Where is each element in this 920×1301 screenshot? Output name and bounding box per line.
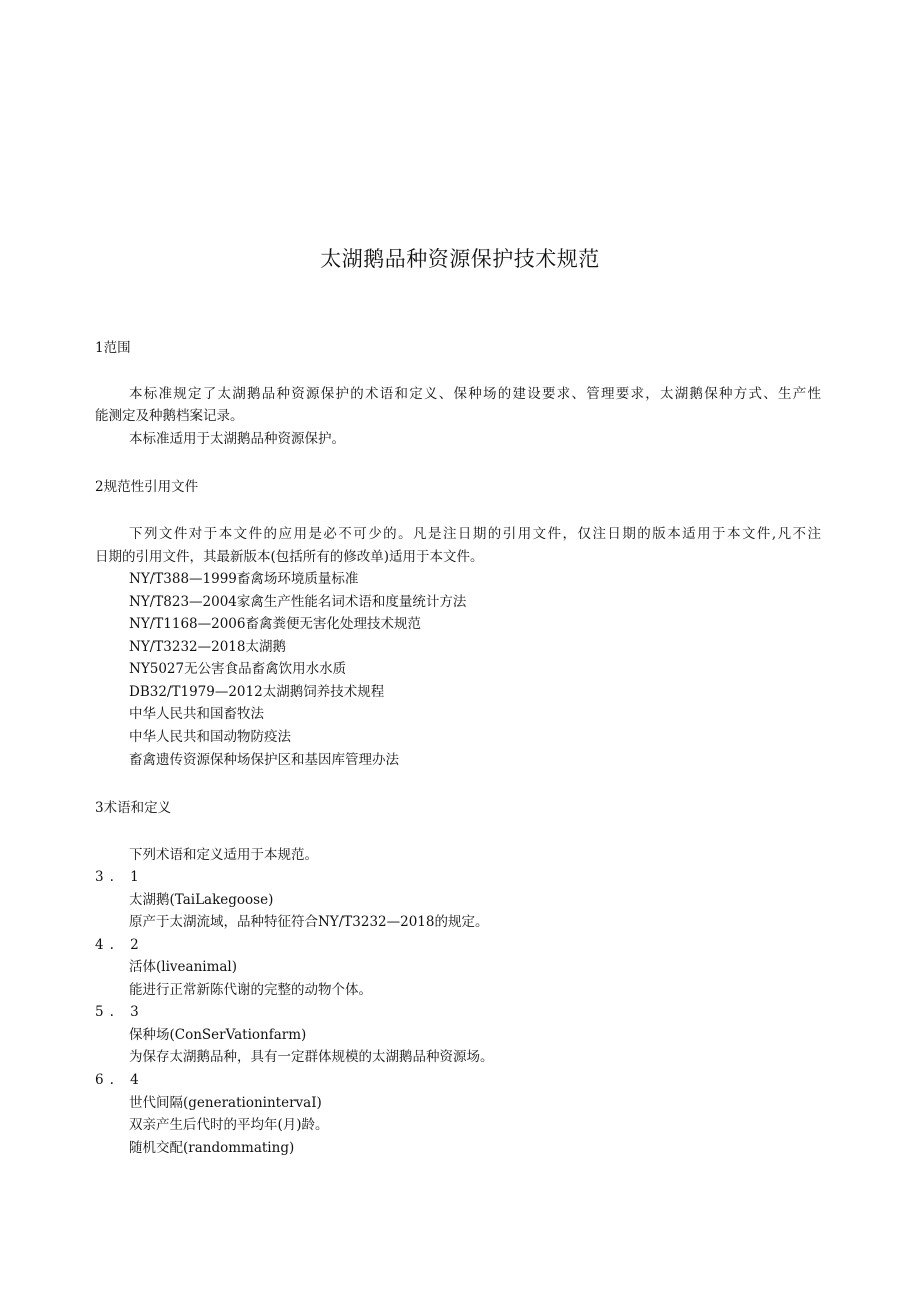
term-definition: 能进行正常新陈代谢的完整的动物个体。 <box>129 982 372 998</box>
reference-item: NY/T388—1999畜禽场环境质量标准 <box>129 571 359 587</box>
page-title: 太湖鹅品种资源保护技术规范 <box>320 247 600 271</box>
reference-item: 畜禽遗传资源保种场保护区和基因库管理办法 <box>129 752 399 768</box>
term-number: 5. 3 <box>95 1004 145 1020</box>
reference-item: NY/T823—2004家禽生产性能名词术语和度量统计方法 <box>129 594 467 610</box>
section-heading-normative-references: 2规范性引用文件 <box>95 479 199 495</box>
term-definition: 为保存太湖鹅品种，具有一定群体规模的太湖鹅品种资源场。 <box>129 1049 494 1065</box>
term-name: 太湖鹅(TaiLakegoose) <box>129 892 274 908</box>
term-name: 随机交配(randommating) <box>129 1140 295 1156</box>
reference-item: 中华人民共和国畜牧法 <box>129 706 264 722</box>
term-definition: 双亲产生后代时的平均年(月)龄。 <box>129 1117 329 1133</box>
term-number: 6. 4 <box>95 1072 145 1088</box>
reference-item: DB32/T1979—2012太湖鹅饲养技术规程 <box>129 684 385 700</box>
term-number: 4. 2 <box>95 937 145 953</box>
paragraph-line: 本标准适用于太湖鹅品种资源保护。 <box>129 431 345 447</box>
paragraph-line: 能测定及种鹅档案记录。 <box>95 408 244 424</box>
term-name: 保种场(ConSerVationfarm) <box>129 1027 307 1043</box>
paragraph-line: 本标准规定了太湖鹅品种资源保护的术语和定义、保种场的建设要求、管理要求，太湖鹅保种方式、生产性 <box>129 386 821 402</box>
term-name: 世代间隔(generationintervaI) <box>129 1095 322 1111</box>
reference-item: NY/T3232—2018太湖鹅 <box>129 639 286 655</box>
reference-item: NY5027无公害食品畜禽饮用水水质 <box>129 661 347 677</box>
paragraph-line: 下列文件对于本文件的应用是必不可少的。凡是注日期的引用文件，仅注日期的版本适用于本文件,凡不注 <box>129 526 821 542</box>
paragraph-line: 下列术语和定义适用于本规范。 <box>129 847 318 863</box>
section-heading-terms-definitions: 3术语和定义 <box>95 800 172 816</box>
term-definition: 原产于太湖流域，品种特征符合NY/T3232—2018的规定。 <box>129 914 489 930</box>
reference-item: 中华人民共和国动物防疫法 <box>129 729 291 745</box>
term-number: 3. 1 <box>95 869 145 885</box>
paragraph-line: 日期的引用文件，其最新版本(包括所有的修改单)适用于本文件。 <box>95 549 484 565</box>
term-name: 活体(liveanimal) <box>129 959 238 975</box>
reference-item: NY/T1168—2006畜禽粪便无害化处理技术规范 <box>129 616 421 632</box>
section-heading-scope: 1范围 <box>95 340 131 356</box>
